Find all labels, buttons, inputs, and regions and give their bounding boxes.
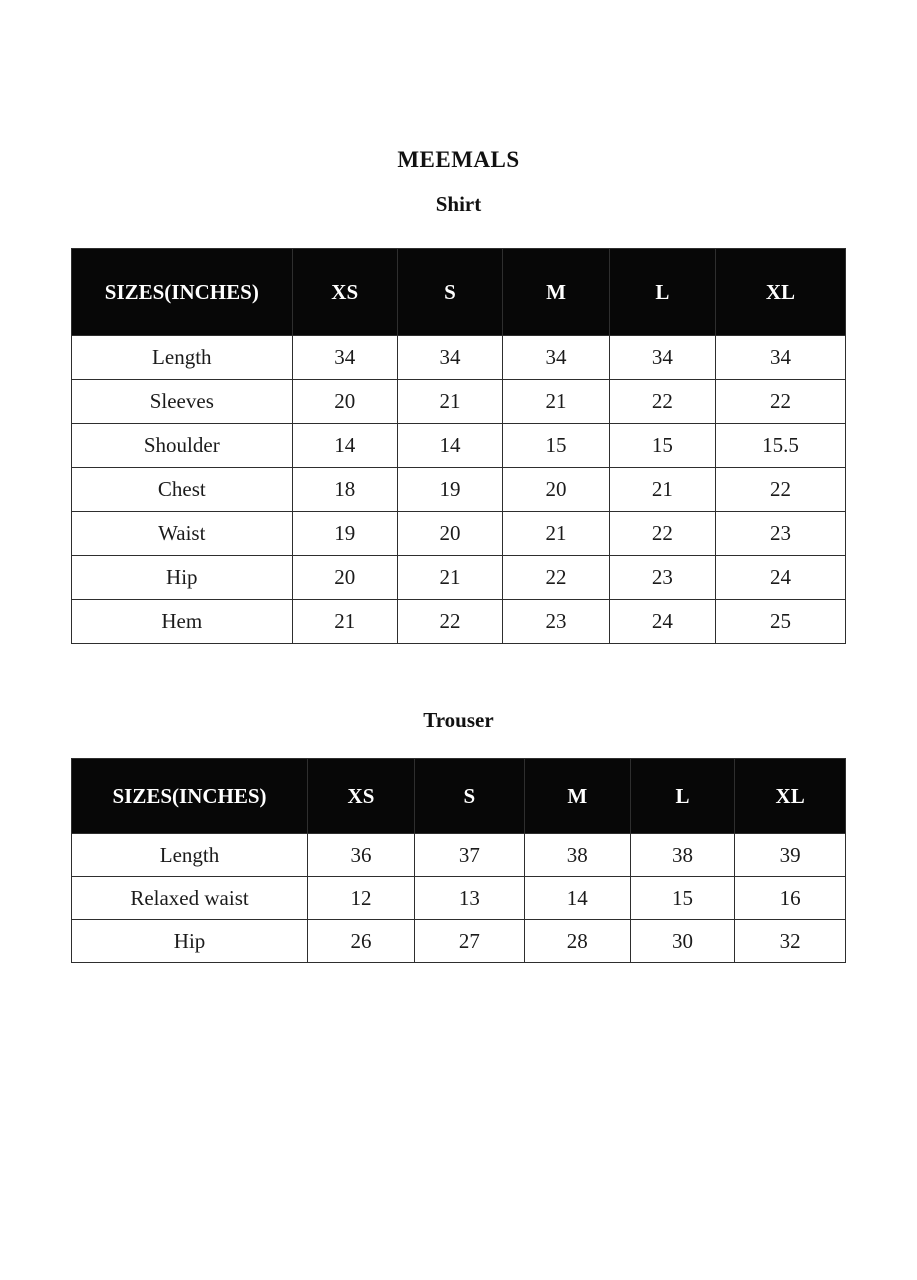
size-value: 16 <box>735 877 846 920</box>
size-value: 34 <box>397 336 502 380</box>
trouser-size-table <box>71 758 846 963</box>
size-value: 23 <box>609 556 715 600</box>
table-row <box>72 468 846 512</box>
size-value: 28 <box>524 920 630 963</box>
size-value: 23 <box>503 600 610 644</box>
shirt-size-table <box>71 248 846 644</box>
size-value: 27 <box>414 920 524 963</box>
size-value: 23 <box>715 512 845 556</box>
size-value: 14 <box>524 877 630 920</box>
size-value: 34 <box>503 336 610 380</box>
size-value: 21 <box>397 380 502 424</box>
section-title-trouser: Trouser <box>423 708 494 732</box>
size-value: 15.5 <box>715 424 845 468</box>
size-value: 30 <box>630 920 734 963</box>
size-value: 12 <box>308 877 415 920</box>
trouser-header-row <box>72 759 846 834</box>
row-label: Length <box>72 336 293 380</box>
table-row <box>72 600 846 644</box>
size-value: 34 <box>292 336 397 380</box>
size-value: 26 <box>308 920 415 963</box>
table-row <box>72 380 846 424</box>
column-header-xl: XL <box>735 759 846 834</box>
column-header-l: L <box>630 759 734 834</box>
section-title-shirt: Shirt <box>435 192 482 216</box>
row-label: Hem <box>72 600 293 644</box>
size-value: 20 <box>503 468 610 512</box>
table-row <box>72 877 846 920</box>
size-value: 22 <box>609 380 715 424</box>
row-label: Chest <box>72 468 293 512</box>
size-value: 14 <box>292 424 397 468</box>
size-value: 21 <box>503 512 610 556</box>
size-value: 34 <box>609 336 715 380</box>
size-value: 18 <box>292 468 397 512</box>
row-label: Waist <box>72 512 293 556</box>
row-label: Sleeves <box>72 380 293 424</box>
table-row <box>72 834 846 877</box>
brand-title: MEEMALS <box>397 147 520 172</box>
size-value: 39 <box>735 834 846 877</box>
size-value: 14 <box>397 424 502 468</box>
size-value: 36 <box>308 834 415 877</box>
size-value: 37 <box>414 834 524 877</box>
size-value: 22 <box>609 512 715 556</box>
size-value: 21 <box>609 468 715 512</box>
size-value: 32 <box>735 920 846 963</box>
column-header-m: M <box>503 249 610 336</box>
row-label: Hip <box>72 920 308 963</box>
column-header-m: M <box>524 759 630 834</box>
size-value: 25 <box>715 600 845 644</box>
row-label: Relaxed waist <box>72 877 308 920</box>
column-header-sizes: SIZES(INCHES) <box>72 759 308 834</box>
size-value: 22 <box>715 468 845 512</box>
size-value: 24 <box>715 556 845 600</box>
size-value: 22 <box>397 600 502 644</box>
size-value: 38 <box>524 834 630 877</box>
row-label: Length <box>72 834 308 877</box>
size-value: 20 <box>292 380 397 424</box>
table-row <box>72 424 846 468</box>
size-value: 21 <box>503 380 610 424</box>
column-header-xs: XS <box>292 249 397 336</box>
size-value: 15 <box>609 424 715 468</box>
table-row <box>72 556 846 600</box>
size-value: 22 <box>503 556 610 600</box>
table-row <box>72 920 846 963</box>
size-value: 22 <box>715 380 845 424</box>
row-label: Shoulder <box>72 424 293 468</box>
size-value: 34 <box>715 336 845 380</box>
size-value: 13 <box>414 877 524 920</box>
column-header-s: S <box>414 759 524 834</box>
size-value: 15 <box>630 877 734 920</box>
column-header-s: S <box>397 249 502 336</box>
size-value: 21 <box>397 556 502 600</box>
column-header-l: L <box>609 249 715 336</box>
size-value: 19 <box>397 468 502 512</box>
size-value: 24 <box>609 600 715 644</box>
shirt-header-row <box>72 249 846 336</box>
size-value: 38 <box>630 834 734 877</box>
table-row <box>72 336 846 380</box>
size-value: 20 <box>292 556 397 600</box>
size-value: 19 <box>292 512 397 556</box>
row-label: Hip <box>72 556 293 600</box>
column-header-xl: XL <box>715 249 845 336</box>
table-row <box>72 512 846 556</box>
column-header-xs: XS <box>308 759 415 834</box>
size-value: 21 <box>292 600 397 644</box>
size-value: 15 <box>503 424 610 468</box>
column-header-sizes: SIZES(INCHES) <box>72 249 293 336</box>
size-value: 20 <box>397 512 502 556</box>
